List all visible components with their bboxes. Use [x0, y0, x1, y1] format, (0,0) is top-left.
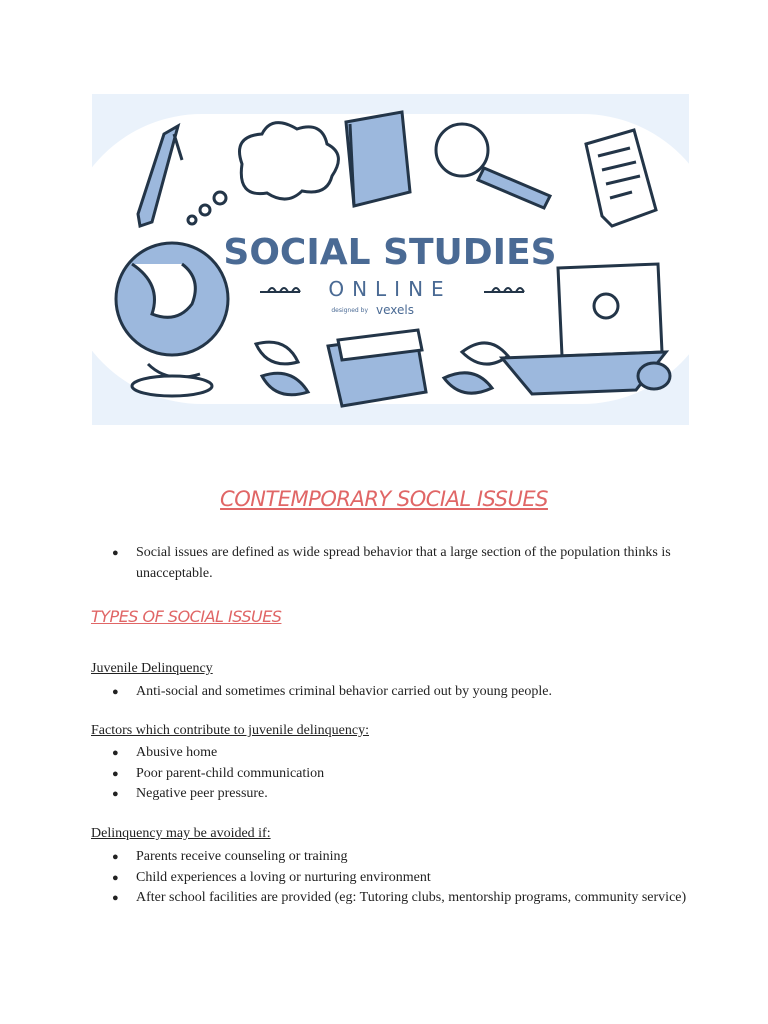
- book-icon: [346, 112, 410, 206]
- page-title: CONTEMPORARY SOCIAL ISSUES: [220, 487, 548, 511]
- factors-list: [91, 743, 691, 805]
- banner-subtitle: ONLINE: [328, 277, 452, 301]
- banner-title: SOCIAL STUDIES: [223, 232, 557, 273]
- avoid-list: [91, 847, 691, 909]
- intro-list: [91, 543, 691, 584]
- list-item: ● Poor parent-child communication: [91, 764, 691, 785]
- list-item: ● After school facilities are provided (eg: Tutoring clubs, mentorship programs, community service): [91, 888, 691, 909]
- list-item: ● Parents receive counseling or training: [91, 847, 691, 868]
- list-item: ● Negative peer pressure.: [91, 784, 691, 805]
- list-item: ● Abusive home: [91, 743, 691, 764]
- avoid-heading: Delinquency may be avoided if:: [91, 826, 271, 841]
- list-item: ● Anti-social and sometimes criminal behavior carried out by young people.: [91, 682, 691, 703]
- section-title: TYPES OF SOCIAL ISSUES: [91, 607, 282, 626]
- juvenile-heading: Juvenile Delinquency: [91, 661, 213, 676]
- list-item: ● Child experiences a loving or nurturing environment: [91, 868, 691, 889]
- banner-credit-prefix: designed by: [331, 307, 368, 314]
- factors-heading: Factors which contribute to juvenile delinquency:: [91, 723, 369, 738]
- open-book-icon: [328, 330, 426, 406]
- juvenile-list: [91, 682, 691, 703]
- banner-image: [92, 94, 689, 425]
- banner-credit-brand: vexels: [376, 303, 414, 317]
- list-item: ● Social issues are defined as wide spread behavior that a large section of the population thinks is unacceptable.: [91, 543, 691, 584]
